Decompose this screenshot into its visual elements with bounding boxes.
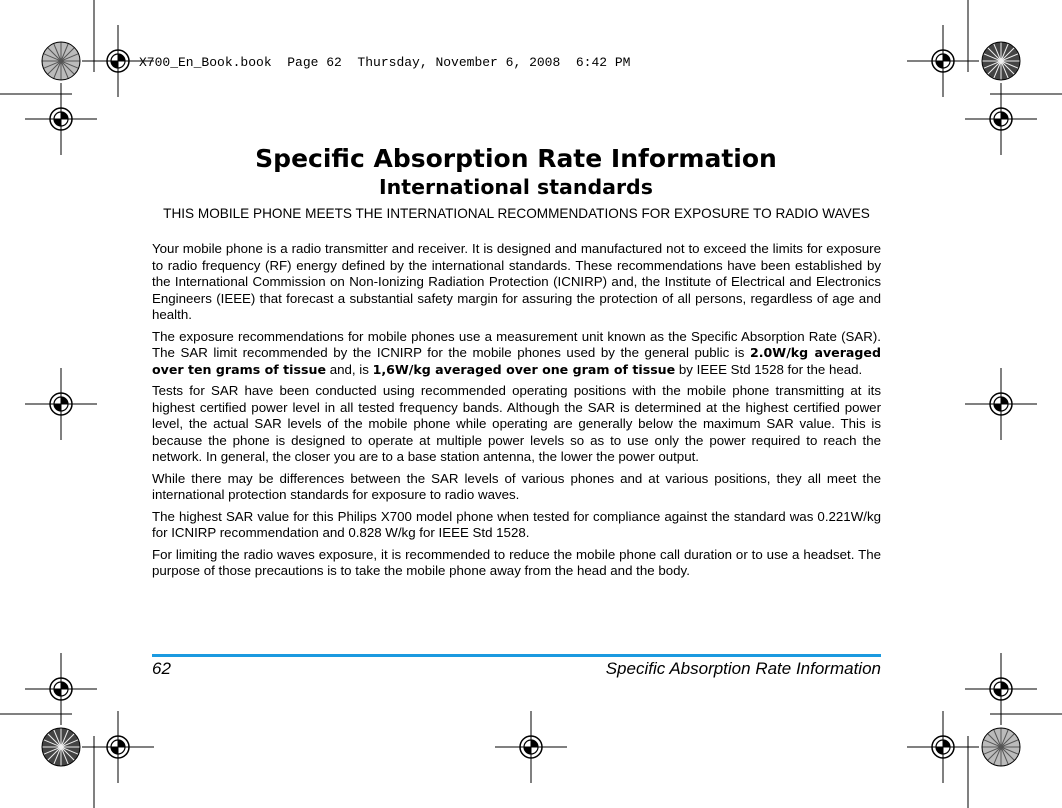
star-target-bottom-left xyxy=(42,728,80,766)
ieee-limit: 1,6W/kg averaged over one gram of tissue xyxy=(372,361,676,377)
print-header: X700_En_Book.book Page 62 Thursday, November 6, 2008 6:42 PM xyxy=(139,55,631,70)
body-text xyxy=(152,241,881,585)
paragraph-2: The exposure recommendations for mobile phones use a measurement unit known as the Specific Absorption Rate (SAR). The SAR limit recommended by the ICNIRP for the mobile phones used by the general public is 2.0W/kg averaged over ten grams of tissue and, is 1,6W/kg averaged over one gram of tissue by IEEE Std 1528 for the head. xyxy=(152,328,881,377)
notice-text: THIS MOBILE PHONE MEETS THE INTERNATIONAL RECOMMENDATIONS FOR EXPOSURE TO RADIO WAVES xyxy=(163,206,870,221)
star-target-top-right xyxy=(982,42,1020,80)
paragraph-3: Tests for SAR have been conducted using recommended operating positions with the mobile phone transmitting at its highest certified power level in all tested frequency bands. Although the SAR is determined at the highest certified power level, the actual SAR levels of the mobile phone while operating are generally below the maximum SAR value. This is because the phone is designed to operate at multiple power levels so as to use only the power required to reach the network. In general, the closer you are to a base station antenna, the lower the power output. xyxy=(152,383,881,464)
paragraph-6: For limiting the radio waves exposure, it is recommended to reduce the mobile phone call duration or to use a headset. The purpose of those precautions is to take the mobile phone away from the head and the body. xyxy=(152,546,881,578)
footer-rule xyxy=(152,654,881,657)
footer-section-title: Specific Absorption Rate Information xyxy=(605,659,881,678)
icnirp-limit: 2.0W/kg averaged over ten grams of tissue xyxy=(152,345,881,377)
paragraph-5: The highest SAR value for this Philips X700 model phone when tested for compliance against the standard was 0.221W/kg for ICNIRP recommendation and 0.828 W/kg for IEEE Std 1528. xyxy=(152,508,881,540)
star-target-bottom-right xyxy=(982,728,1020,766)
section-subtitle: International standards xyxy=(379,175,653,199)
page-title: Specific Absorption Rate Information xyxy=(255,144,777,173)
paragraph-4: While there may be differences between the SAR levels of various phones and at various positions, they all meet the international protection standards for exposure to radio waves. xyxy=(152,470,881,502)
paragraph-1: Your mobile phone is a radio transmitter and receiver. It is designed and manufactured not to exceed the limits for exposure to radio frequency (RF) energy defined by the international standards. These recommendations have been established by the International Commission on Non-Ionizing Radiation Protection (ICNIRP) and, the Institute of Electrical and Electronics Engineers (IEEE) that forecast a substantial safety margin for assuring the protection of all persons, regardless of age and health. xyxy=(152,241,881,322)
page-number: 62 xyxy=(152,659,171,678)
star-target-top-left xyxy=(42,42,80,80)
